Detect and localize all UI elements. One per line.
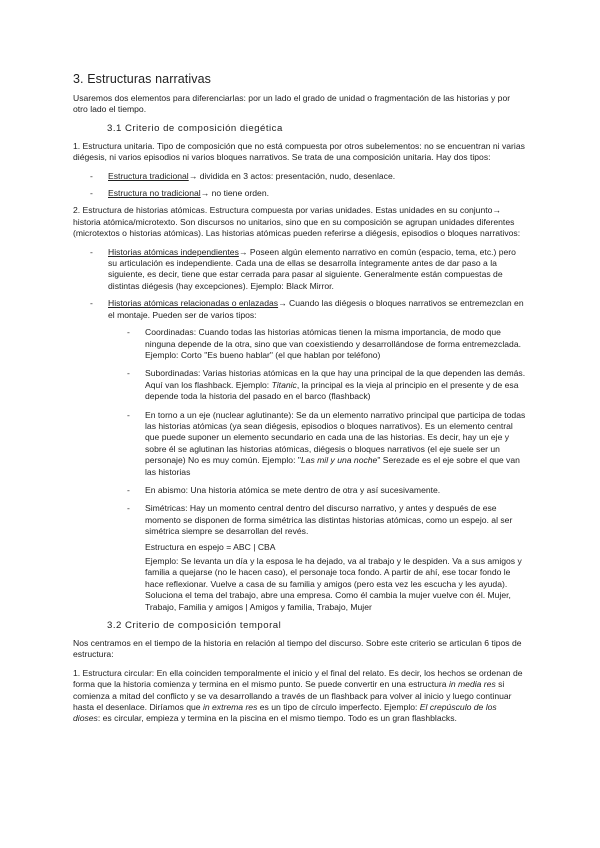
- italic-term: in media res: [448, 679, 496, 690]
- term-label: Estructura no tradicional: [108, 188, 201, 199]
- italic-title: El crepúsculo de los dioses: [73, 702, 497, 724]
- subordinadas-text-end: , la principal es la vieja al principio en el presente y de esa depende toda la historia del pasado en el barco (flashback): [145, 379, 519, 402]
- list-item: [73, 485, 526, 496]
- term-text: → Poseen algún elemento narrativo en común (espacio, tema, etc.) pero su articulación es independiente. Cada una de ellas se desarrolla íntegramente antes de dar paso a la siguiente, es decir, tiene que estar cerrada para pasar al siguiente. Generalmente están compuestas de distintas diégesis (hay excepciones). Ejemplo: Black Mirror.: [108, 246, 516, 291]
- tipos-list: [108, 327, 526, 613]
- temporal-intro-paragraph: Nos centramos en el tiempo de la historia en relación al tiempo del discurso. Sobre este criterio se articulan 6 tipos de estructura:: [73, 638, 522, 660]
- circular-paragraph: [73, 668, 526, 725]
- circular-text: es un tipo de círculo imperfecto. Ejemplo:: [257, 702, 420, 713]
- eje-text: En torno a un eje (nuclear aglutinante): Se da un elemento narrativo principal que participa de todas las historias atómicas (ya sean diégesis, episodios o bloques narrativos). Es un elemento central que puede suponer un elemento secundario en cada una de las historias. Es decir, hay un eje y sobre él se aglutinan las historias atómicas, diégesis o bloques narrativos (el eje suele ser un personaje) No es muy común. Ejemplo: ": [145, 409, 526, 466]
- italic-title: Titanic: [271, 379, 297, 390]
- list-item: [73, 188, 526, 199]
- list-item: [73, 298, 526, 613]
- simetricas-text: Simétricas: Hay un momento central dentro del discurso narrativo, y antes y después de ese momento se disponen de forma simétrica las distintas historias atómicas, como un espejo. al ser simétrica siempre se desarrollan del revés.: [145, 503, 513, 537]
- term-text: → Cuando las diégesis o bloques narrativos se entremezclan en el montaje. Pueden ser de varios tipos:: [108, 298, 524, 320]
- list-item: [73, 410, 526, 478]
- unitaria-list: [73, 171, 526, 200]
- unitaria-paragraph: 1. Estructura unitaria. Tipo de composición que no está compuesta por otros subelementos: no se encuentran ni varias diégesis, ni varios episodios ni varios bloques narrativos. Se trata de una composición unitaria. Hay dos tipos:: [73, 140, 525, 163]
- coordinadas-text: Coordinadas: Cuando todas las historias atómicas tienen la misma importancia, de modo que ninguna depende de la otra, sino que van coexistiendo y desarrollándose de forma entremezclada. Ejemplo: Corto "Es bueno hablar" (el que hablan por teléfono): [145, 327, 521, 360]
- atomicas-list: [73, 247, 526, 613]
- term-label: Historias atómicas relacionadas o enlazadas: [108, 298, 279, 309]
- list-item: [73, 327, 526, 361]
- abismo-text: En abismo: Una historia atómica se mete dentro de otra y así sucesivamente.: [145, 484, 441, 495]
- term-text: → no tiene orden.: [200, 188, 269, 199]
- list-item: [73, 247, 526, 293]
- italic-title: Las mil y una noche: [300, 455, 378, 466]
- list-item: [73, 503, 526, 613]
- list-item: [73, 171, 526, 182]
- italic-term: in extrema res: [202, 702, 258, 713]
- list-item: [73, 368, 526, 402]
- term-label: Historias atómicas independientes: [108, 246, 239, 257]
- espejo-formula: Estructura en espejo = ABC | CBA: [145, 541, 276, 552]
- section-title: 3. Estructuras narrativas: [73, 72, 211, 86]
- atomicas-paragraph: 2. Estructura de historias atómicas. Estructura compuesta por varias unidades. Estas unidades en su conjunto→ historia atómica/microtexto. Son discursos no unitarios, sino que en su composición se agrupan unidades diferentes (microtextos o historias atómicas). Las historias atómicas pueden referirse a diégesis, episodios o bloques narrativos:: [73, 205, 521, 239]
- circular-text: si comienza a mitad del conflicto y se va desarrollando a través de un flashback para volver al inicio y luego continuar hasta el desenlace. Diríamos que: [73, 679, 512, 713]
- circular-text: 1. Estructura circular: En ella coinciden temporalmente el inicio y el final del relato. Es decir, los hechos se ordenan de forma que la historia comienza y termina en el mismo punto. Se puede convertir en una estructura: [73, 667, 523, 690]
- ejemplo-text: Ejemplo: Se levanta un día y la esposa le ha dejado, va al trabajo y le despiden. Va a sus amigos y familia a quejarse (no le hacen caso), el personaje toca fondo. A partir de ahí, ese tocar fondo le hace reflexionar. Vuelve a casa de su familia y amigos (pero esta vez les escucha y les ayuda). Soluciona el tema del trabajo, abre una empresa. Como él cambia la mujer vuelve con él. Mujer, Trabajo, Familia y amigos | Amigos y familia, Trabajo, Mujer: [145, 556, 522, 612]
- term-text: → dividida en 3 actos: presentación, nudo, desenlace.: [188, 170, 396, 181]
- subsection-heading-3-2: 3.2 Criterio de composición temporal: [107, 620, 282, 632]
- circular-text: : es circular, empieza y termina en la piscina en el mismo tiempo. Todo es un gran flashblacks.: [97, 713, 457, 724]
- term-label: Estructura tradicional: [108, 170, 189, 181]
- intro-paragraph: Usaremos dos elementos para diferenciarlas: por un lado el grado de unidad o fragmentación de las historias y por otro lado el tiempo.: [73, 93, 511, 115]
- subsection-heading-3-1: 3.1 Criterio de composición diegética: [107, 122, 283, 134]
- eje-text-end: " Serezade es el eje sobre el que van las historias: [145, 455, 520, 477]
- subordinadas-text: Subordinadas: Varias historias atómicas en la que hay una principal de la que dependen las demás. Aquí van los flashback. Ejemplo:: [145, 368, 526, 390]
